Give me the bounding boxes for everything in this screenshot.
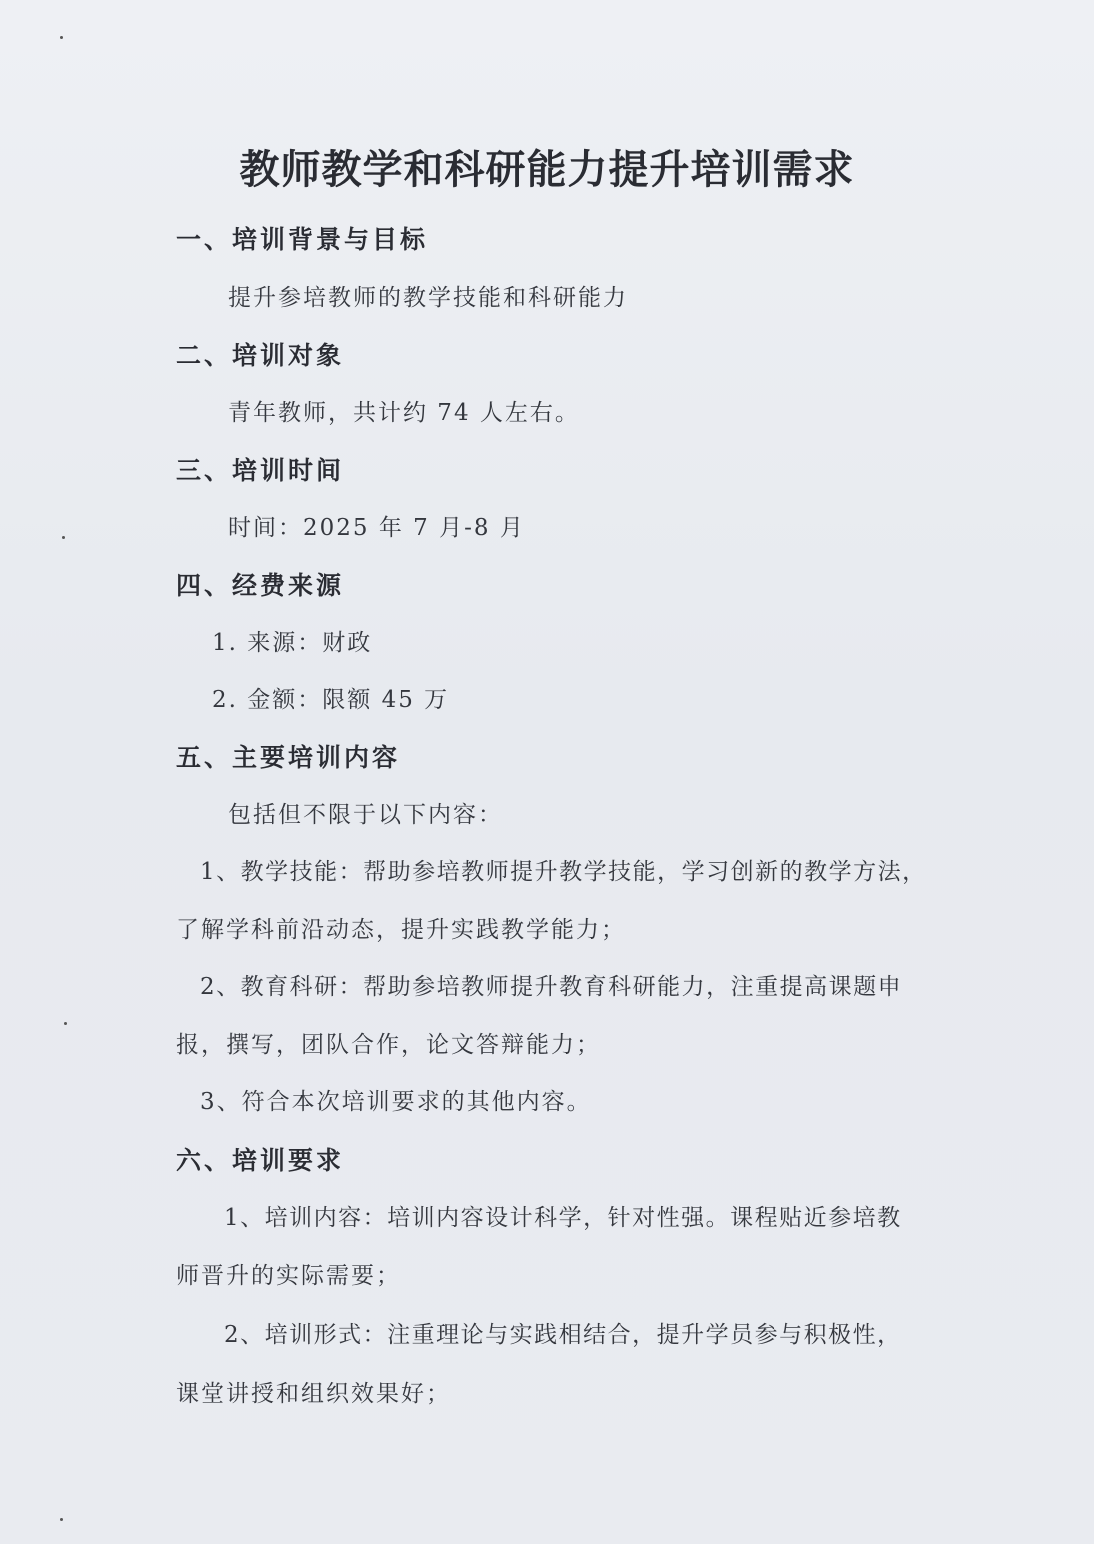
section-body-line: 青年教师，共计约 74 人左右。 bbox=[228, 400, 580, 426]
paper-speck bbox=[60, 36, 63, 39]
section-heading-content: 五、主要培训内容 bbox=[176, 743, 401, 772]
section-body-line: 报，撰写，团队合作，论文答辩能力； bbox=[176, 1032, 601, 1058]
section-body-line: 2、教育科研：帮助参培教师提升教育科研能力，注重提高课题申 bbox=[200, 974, 903, 1000]
paper-speck bbox=[60, 1518, 63, 1521]
section-body-line: 课堂讲授和组织效果好； bbox=[176, 1381, 451, 1407]
section-body-line: 1、教学技能：帮助参培教师提升教学技能，学习创新的教学方法， bbox=[200, 859, 927, 885]
section-body-line: 提升参培教师的教学技能和科研能力 bbox=[228, 285, 628, 311]
paper-speck bbox=[62, 536, 65, 539]
section-body-line: 时间：2025 年 7 月-8 月 bbox=[228, 515, 525, 541]
section-body-line: 了解学科前沿动态，提升实践教学能力； bbox=[176, 917, 626, 943]
section-body-line: 1、培训内容：培训内容设计科学，针对性强。课程贴近参培教 bbox=[224, 1205, 902, 1231]
section-heading-time: 三、培训时间 bbox=[176, 456, 345, 485]
section-heading-requirements: 六、培训要求 bbox=[176, 1146, 345, 1175]
section-heading-funding: 四、经费来源 bbox=[176, 571, 345, 600]
list-item-funding-amount: 2. 金额：限额 45 万 bbox=[212, 687, 450, 713]
section-heading-audience: 二、培训对象 bbox=[176, 341, 345, 370]
section-body-line: 包括但不限于以下内容： bbox=[228, 802, 503, 828]
section-body-line: 2、培训形式：注重理论与实践相结合，提升学员参与积极性， bbox=[224, 1322, 902, 1348]
section-heading-background-goals: 一、培训背景与目标 bbox=[176, 225, 429, 254]
section-body-line: 师晋升的实际需要； bbox=[176, 1263, 401, 1289]
list-item-funding-source: 1. 来源：财政 bbox=[212, 630, 373, 656]
paper-speck bbox=[64, 1022, 67, 1025]
document-title: 教师教学和科研能力提升培训需求 bbox=[239, 146, 855, 193]
section-body-line: 3、符合本次培训要求的其他内容。 bbox=[200, 1089, 592, 1115]
